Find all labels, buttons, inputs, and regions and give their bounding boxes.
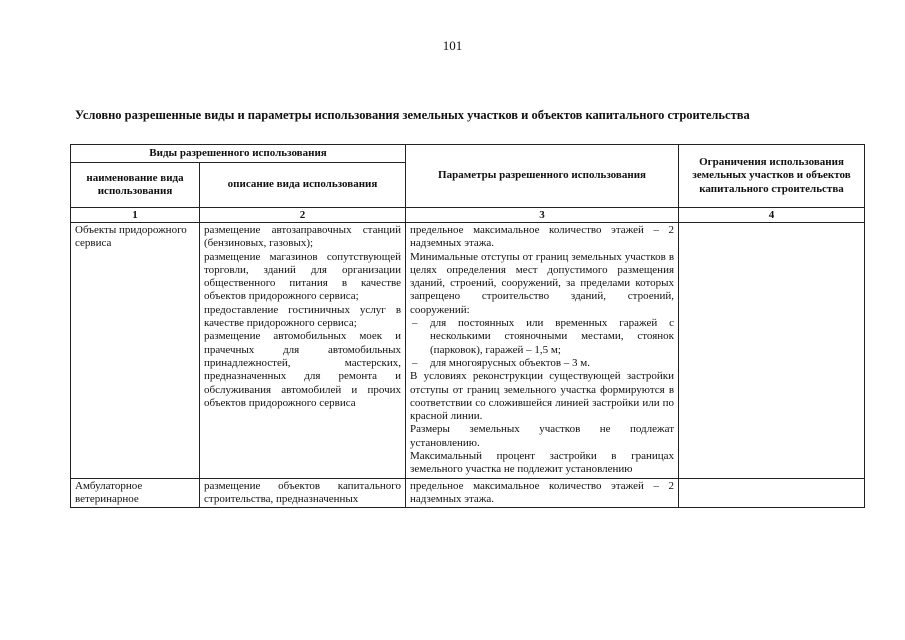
parameter-paragraph: Максимальный процент застройки в границах земельного участка не подлежит установлению <box>410 450 675 476</box>
land-use-table <box>70 144 865 508</box>
list-item-text: для постоянных или временных гаражей с несколькими стояночными местами, стоянок (парковок), гаражей – 1,5 м; <box>430 317 675 356</box>
parameter-paragraph: Минимальные отступы от границ земельных участков в целях определения мест допустимого размещения зданий, строений, сооружений, за пределами которых запрещено строительство зданий, строений, сооружений: <box>410 250 675 316</box>
column-number-4: 4 <box>679 208 865 223</box>
use-name: Объекты придорожного сервиса <box>71 223 200 479</box>
header-restrictions: Ограничения использования земельных участков и объектов капитального строительства <box>679 145 865 208</box>
parameter-paragraph: В условиях реконструкции существующей застройки отступы от границ земельного участка формируются в соответствии со сложившейся линией застройки или по красной линии. <box>410 370 675 423</box>
description-item: размещение автозаправочных станций (бензиновых, газовых); <box>204 224 402 250</box>
document-title: Условно разрешенные виды и параметры использования земельных участков и объектов капитального строительства <box>75 108 750 122</box>
list-item <box>410 357 674 370</box>
header-description: описание вида использования <box>200 163 406 208</box>
parameter-paragraph: Размеры земельных участков не подлежат установлению. <box>410 423 675 449</box>
setback-list <box>410 317 674 370</box>
use-description <box>200 223 406 479</box>
column-number-2: 2 <box>200 208 406 223</box>
header-name: наименование вида использования <box>71 163 200 208</box>
page-number: 101 <box>442 38 463 53</box>
parameter-paragraph: предельное максимальное количество этажей – 2 надземных этажа. <box>410 224 675 250</box>
description-item: предоставление гостиничных услуг в качестве придорожного сервиса; <box>204 303 402 330</box>
description-item: размещение магазинов сопутствующей торговли, зданий для организации общественного питания в качестве объектов придорожного сервиса; <box>204 250 402 303</box>
header-types-group: Виды разрешенного использования <box>71 145 406 163</box>
use-parameters <box>406 478 679 508</box>
dash-marker: – <box>412 356 418 369</box>
parameter-paragraph: предельное максимальное количество этажей – 2 надземных этажа. <box>410 479 675 505</box>
use-parameters <box>406 223 679 479</box>
list-item-text: для многоярусных объектов – 3 м. <box>430 356 591 369</box>
dash-marker: – <box>412 317 418 330</box>
use-restrictions <box>679 478 865 508</box>
header-parameters: Параметры разрешенного использования <box>406 145 679 208</box>
use-restrictions <box>679 223 865 479</box>
list-item <box>410 317 674 357</box>
use-name: Амбулаторное ветеринарное <box>71 478 200 508</box>
description-item: размещение объектов капитального строительства, предназначенных <box>204 479 402 505</box>
table-row <box>71 478 865 508</box>
column-number-1: 1 <box>71 208 200 223</box>
use-description <box>200 478 406 508</box>
description-item: размещение автомобильных моек и прачечных для автомобильных принадлежностей, мастерских, предназначенных для ремонта и обслуживания автомобилей и прочих объектов придорожного сервиса <box>204 330 402 409</box>
column-number-3: 3 <box>406 208 679 223</box>
table-row <box>71 223 865 479</box>
